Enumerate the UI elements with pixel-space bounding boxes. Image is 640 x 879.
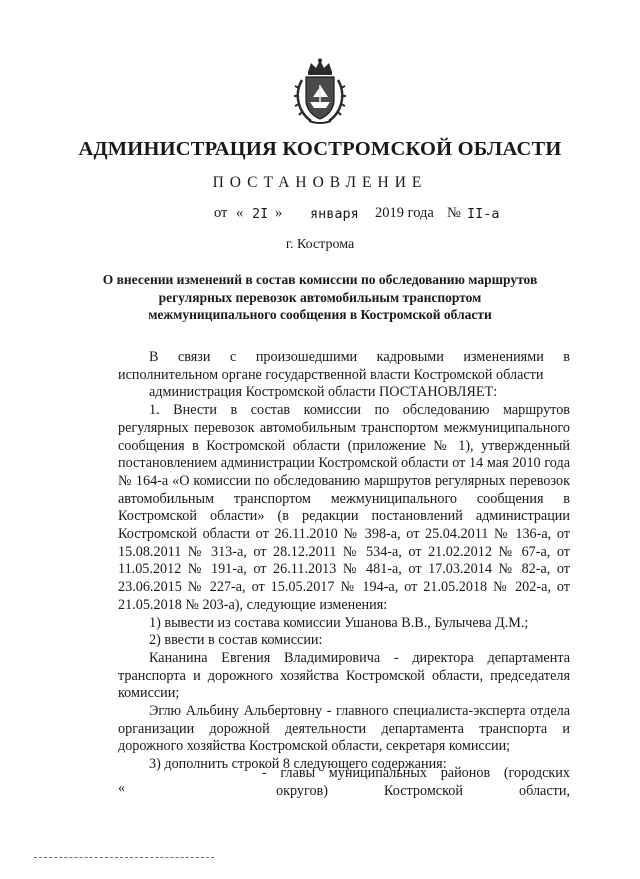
subject-line: О внесении изменений в состав комиссии по обследованию маршрутов (102, 272, 538, 287)
number-sign: № (447, 205, 461, 221)
coat-of-arms-icon (291, 58, 349, 126)
city-name: г. Кострома (285, 237, 355, 252)
organization-title: АДМИНИСТРАЦИЯ КОСТРОМСКОЙ ОБЛАСТИ (78, 138, 562, 160)
document-body (118, 349, 570, 798)
document-number: II-а (467, 206, 500, 222)
date-day-open-quote: « (236, 205, 244, 221)
footer-divider (34, 857, 214, 859)
dash-line-1: - главы муниципальных районов (городских (262, 765, 570, 781)
date-day-close-quote: » (275, 205, 283, 221)
member-chairman: Кананина Евгения Владимировича - директора департамента транспорта и дорожного хозяйства Костромской области, председателя комиссии; (118, 649, 570, 702)
subject-line: межмуниципального сообщения в Костромской области (148, 307, 492, 322)
subject-line: регулярных перевозок автомобильным транспортом (158, 289, 482, 305)
added-row-text (262, 765, 570, 800)
date-day: 2I (252, 206, 269, 222)
member-secretary: Эглю Альбину Альбертовну - главного специалиста-эксперта отдела организации дорожной деятельности департамента транспорта и дорожного хозяйства Костромской области, секретаря комиссии; (118, 703, 570, 755)
paragraph-intro-line1: В связи с произошедшими кадровыми изменениями в (149, 349, 570, 365)
date-prefix: от (214, 205, 228, 221)
document-subject (100, 271, 540, 324)
dash-line-2: округов) Костромской области, (276, 782, 570, 799)
paragraph-intro-line2: исполнительном органе государственной власти Костромской области (118, 366, 544, 383)
paragraph-clause-1: 1. Внести в состав комиссии по обследованию маршрутов регулярных перевозок автомобильным транспортом межмуниципального сообщения в Костромской области (приложение № 1), утвержденный постановлением администрации Костромской области от 14 мая 2010 года № 164-а «О комиссии по обследованию маршрутов регулярных перевозок автомобильным транспортом межмуниципального сообщения в Костромской области» (в редакции постановлений администрации Костромской области от 26.11.2010 № 398-а, от 25.04.2011 № 136-а, от 15.08.2011 № 313-а, от 28.12.2011 № 534-а, от 21.02.2012 № 67-а, от 11.05.2012 № 191-а, от 26.11.2013 № 481-а, от 17.03.2014 № 82-а, от 23.06.2015 № 227-а, от 15.05.2017 № 194-а, от 21.05.2018 № 202-а, от 21.05.2018 № 203-а), следующие изменения: (118, 402, 570, 613)
list-item-add-members: 2) ввести в состав комиссии: (149, 632, 323, 649)
paragraph-resolution: администрация Костромской области ПОСТАНОВЛЯЕТ: (149, 384, 498, 401)
document-type: ПОСТАНОВЛЕНИЕ (212, 174, 428, 191)
opening-quote: « (118, 779, 126, 796)
date-year: 2019 года (375, 205, 434, 221)
list-item-add-row: 3) дополнить строкой 8 следующего содержания: (149, 756, 447, 773)
list-item-remove-members: 1) вывести из состава комиссии Ушанова В.В., Булычева Д.М.; (149, 614, 529, 631)
date-month: января (310, 206, 359, 222)
